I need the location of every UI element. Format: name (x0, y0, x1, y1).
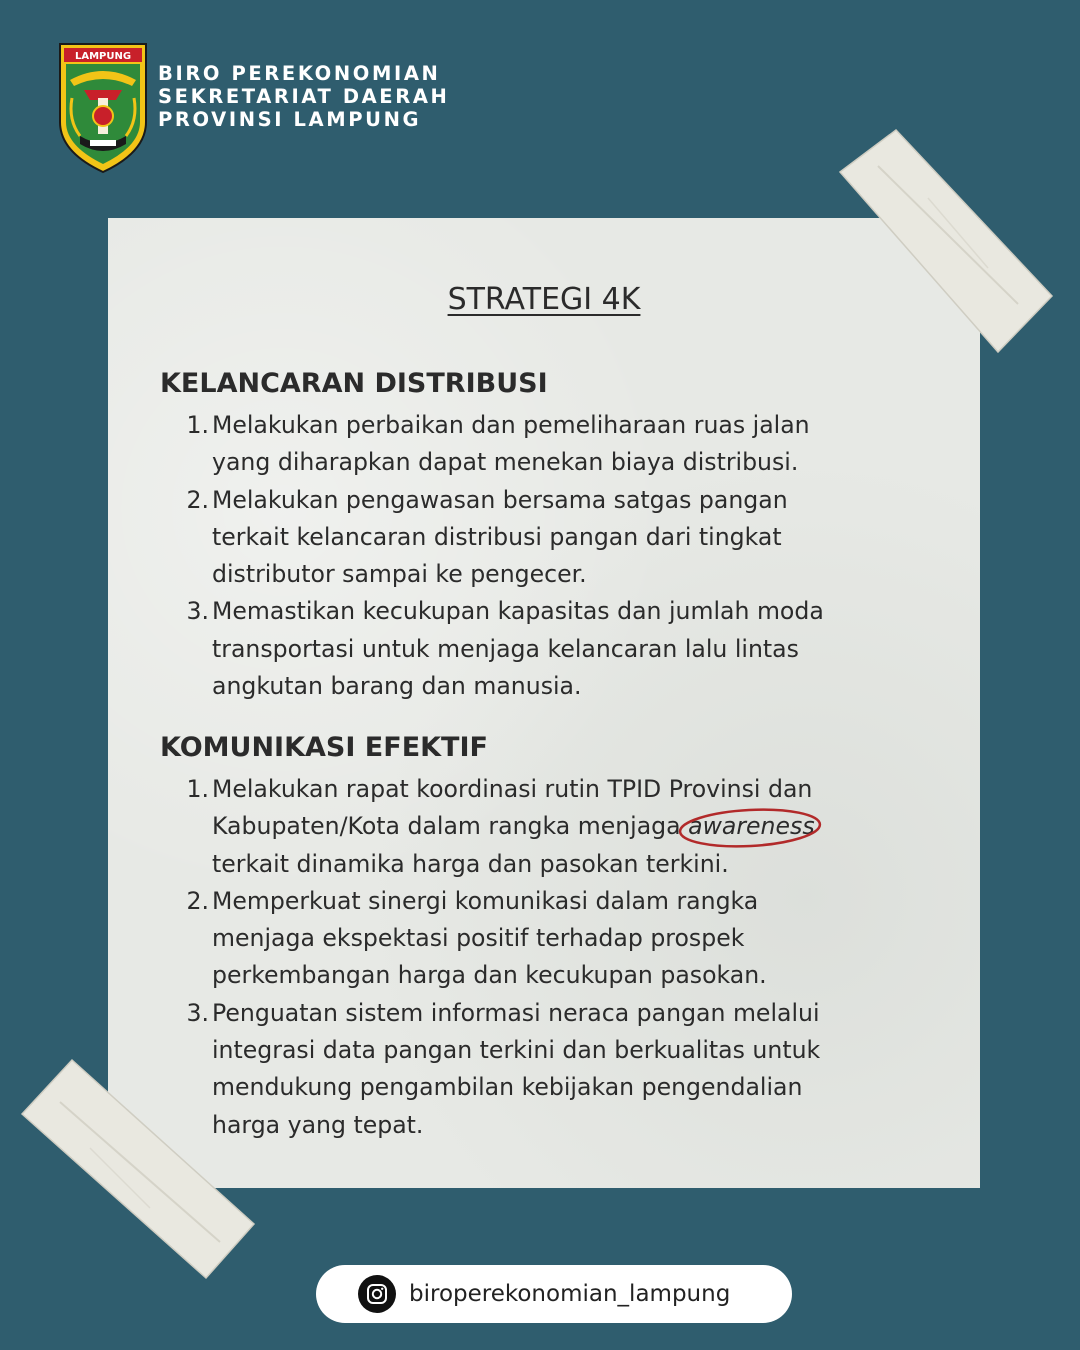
org-line-3: PROVINSI LAMPUNG (158, 107, 422, 131)
section-heading: KELANCARAN DISTRIBUSI (160, 368, 548, 399)
item-number: 3. (186, 998, 209, 1027)
item-number: 2. (186, 485, 209, 514)
section-komunikasi-efektif (160, 732, 900, 1144)
paper-card (108, 218, 980, 1188)
list-item (160, 771, 900, 883)
item-line: angkutan barang dan manusia. (212, 672, 582, 701)
item-text (212, 771, 900, 883)
list-item (160, 407, 900, 482)
item-line: harga yang tepat. (212, 1110, 424, 1139)
instagram-icon (358, 1275, 396, 1313)
org-line-2: SEKRETARIAT DAERAH (158, 84, 450, 108)
org-line-1: BIRO PEREKONOMIAN (158, 61, 441, 85)
section-kelancaran-distribusi (160, 368, 900, 705)
item-line: distributor sampai ke pengecer. (212, 560, 587, 589)
lampung-emblem-logo (56, 40, 150, 176)
item-number: 1. (186, 411, 209, 439)
masking-tape-bottom-left (20, 1058, 256, 1280)
item-text (212, 482, 900, 594)
item-line: integrasi data pangan terkini dan berkualitas untuk (212, 1036, 821, 1065)
item-list (160, 771, 900, 1144)
section-heading: KOMUNIKASI EFEKTIF (160, 732, 488, 763)
item-line: Melakukan perbaikan dan pemeliharaan ruas jalan (212, 411, 810, 439)
masking-tape-top-right (838, 128, 1054, 354)
red-circle-mark (678, 806, 828, 850)
item-line: Melakukan pengawasan bersama satgas pangan (212, 485, 788, 514)
item-number: 2. (186, 886, 209, 915)
item-text (212, 883, 900, 995)
item-number: 3. (186, 597, 209, 626)
item-line: terkait kelancaran distribusi pangan dari tingkat (212, 522, 782, 551)
item-line: Melakukan rapat koordinasi rutin TPID Provinsi dan (212, 775, 813, 803)
item-number: 1. (186, 775, 209, 803)
item-line: yang diharapkan dapat menekan biaya distribusi. (212, 448, 799, 477)
document-title: STRATEGI 4K (447, 282, 641, 317)
header (56, 40, 449, 176)
svg-text:LAMPUNG: LAMPUNG (74, 51, 132, 62)
item-text (212, 593, 900, 705)
item-line: menjaga ekspektasi positif terhadap prospek (212, 924, 745, 953)
item-line: mendukung pengambilan kebijakan pengendalian (212, 1073, 803, 1102)
item-line: transportasi untuk menjaga kelancaran lalu lintas (212, 634, 799, 663)
item-line: perkembangan harga dan kecukupan pasokan. (212, 961, 767, 990)
item-list (160, 407, 900, 705)
item-line: Kabupaten/Kota dalam rangka menjaga (212, 812, 689, 841)
item-line: Memperkuat sinergi komunikasi dalam rangka (212, 886, 759, 915)
item-text (212, 407, 900, 482)
organization-name (158, 62, 449, 131)
item-line: Memastikan kecukupan kapasitas dan jumlah moda (212, 597, 824, 626)
item-line: terkait dinamika harga dan pasokan terkini. (212, 849, 729, 878)
awareness-emphasis: awareness (688, 808, 814, 845)
list-item (160, 883, 900, 995)
list-item (160, 482, 900, 594)
list-item (160, 995, 900, 1144)
item-text (212, 995, 900, 1144)
item-line: Penguatan sistem informasi neraca pangan melalui (212, 998, 820, 1027)
list-item (160, 593, 900, 705)
instagram-handle-text: biroperekonomian_lampung (409, 1281, 731, 1307)
instagram-handle-pill[interactable] (316, 1265, 792, 1323)
